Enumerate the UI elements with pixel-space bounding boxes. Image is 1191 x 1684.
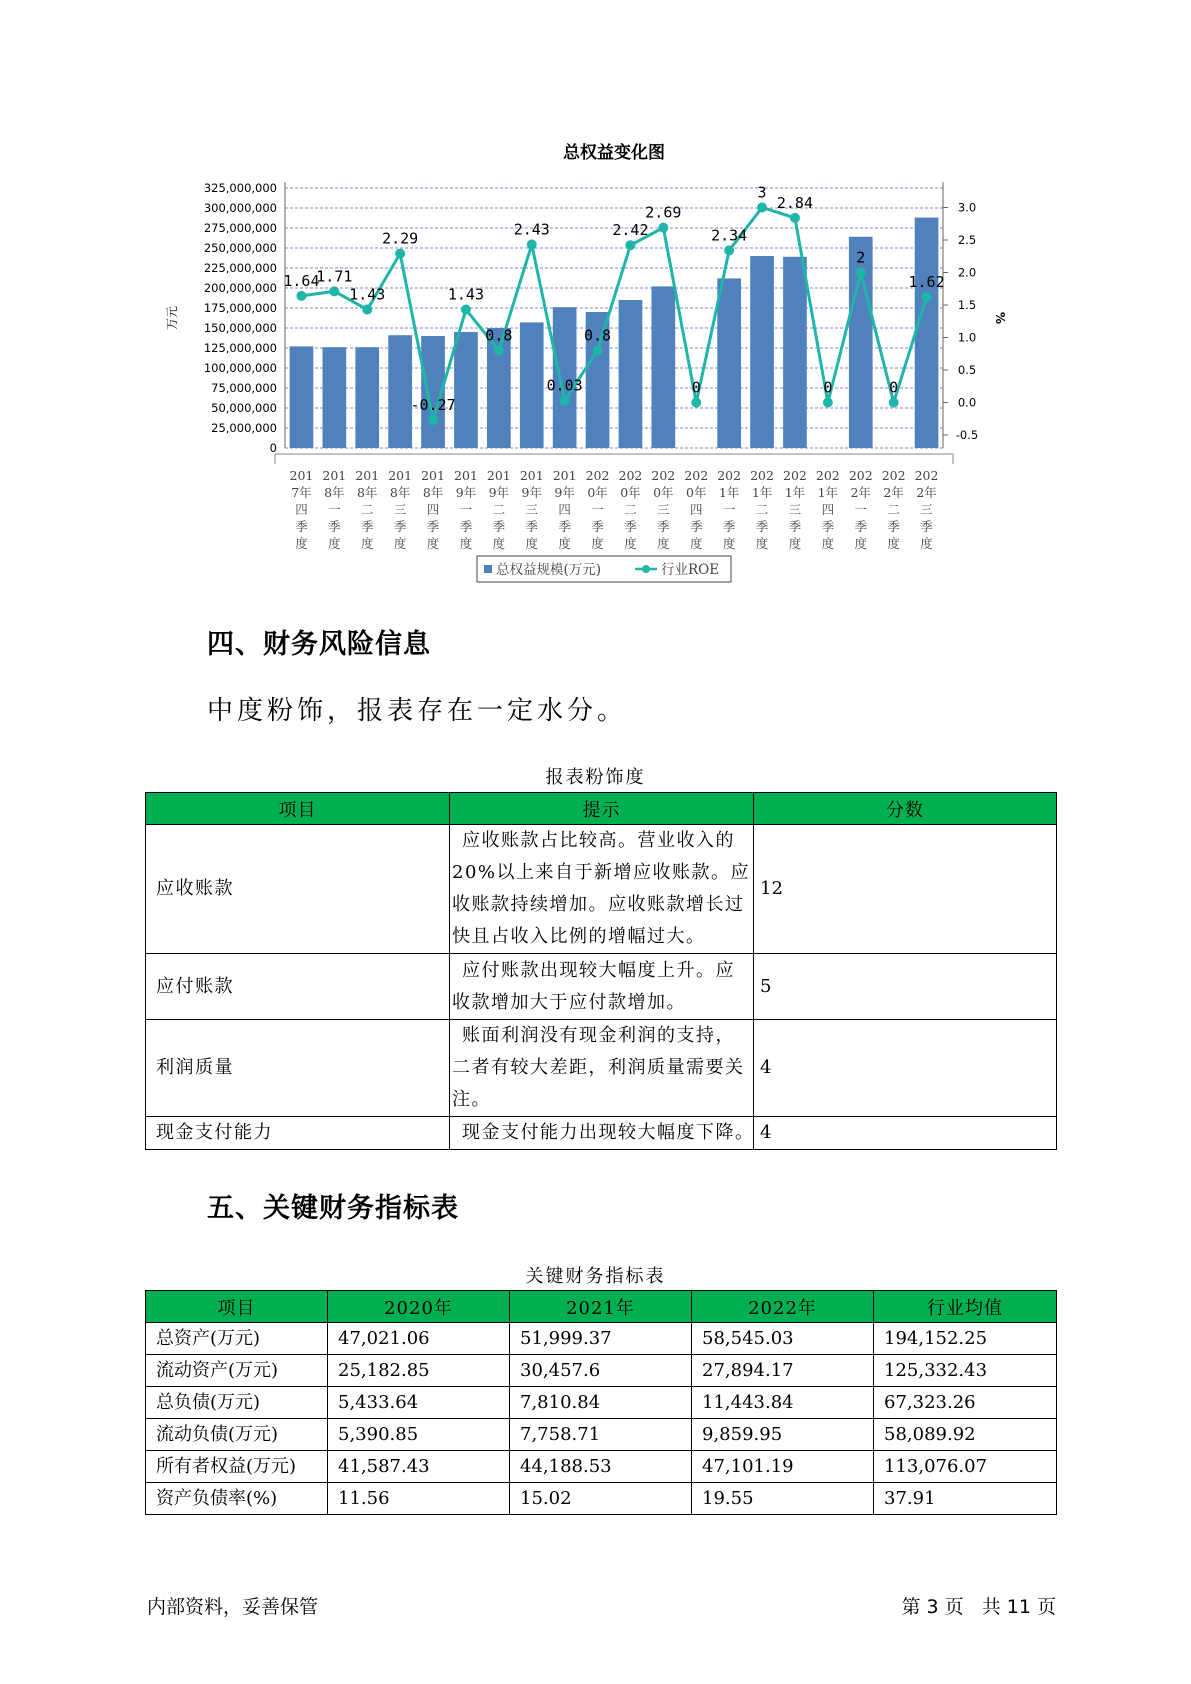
x-tick-label: 8年 — [389, 485, 411, 500]
y-axis-title: 万元 — [165, 305, 179, 331]
x-tick-label: 一 — [591, 502, 604, 517]
row-2022: 47,101.19 — [692, 1451, 874, 1483]
y-tick-label: 100,000,000 — [203, 361, 277, 375]
roe-data-label: 2.84 — [776, 193, 814, 212]
roe-point — [296, 291, 306, 301]
roe-data-label: 2.69 — [645, 203, 682, 222]
x-tick-label: 202 — [848, 468, 873, 483]
y-tick-label: 50,000,000 — [211, 401, 277, 415]
roe-data-label: 0.8 — [485, 326, 513, 345]
bar — [717, 278, 741, 448]
y-tick-label: 150,000,000 — [203, 321, 277, 335]
row-tip: 现金支付能力出现较大幅度下降。 — [450, 1117, 754, 1150]
x-tick-label: 三 — [525, 502, 539, 517]
x-tick-label: 9年 — [455, 485, 477, 500]
table-row — [146, 1387, 1057, 1419]
roe-data-label: -0.27 — [410, 396, 456, 415]
x-tick-label: 202 — [881, 468, 906, 483]
x-tick-label: 7年 — [291, 485, 312, 500]
roe-data-label: 0.8 — [584, 326, 612, 345]
x-tick-label: 度 — [591, 536, 604, 551]
row-score: 4 — [754, 1020, 1057, 1117]
x-tick-label: 2年 — [883, 485, 904, 500]
roe-data-label: 1.62 — [908, 273, 945, 292]
risk-table — [145, 792, 1057, 1150]
roe-data-label: 1.43 — [447, 285, 485, 304]
x-tick-label: 202 — [750, 468, 774, 483]
x-tick-label: 202 — [717, 468, 742, 483]
row-industry-avg: 194,152.25 — [874, 1323, 1057, 1355]
y2-tick-label: 3.0 — [957, 200, 977, 215]
row-industry-avg: 125,332.43 — [874, 1355, 1057, 1387]
roe-point — [560, 396, 570, 406]
row-item: 应付账款 — [146, 954, 450, 1020]
row-industry-avg: 37.91 — [874, 1483, 1057, 1515]
row-2022: 58,545.03 — [692, 1323, 874, 1355]
roe-data-label: 2 — [856, 248, 866, 267]
x-tick-label: 季 — [492, 519, 506, 534]
table-header-row — [146, 793, 1057, 825]
x-tick-label: 201 — [486, 468, 511, 483]
row-score: 4 — [754, 1117, 1057, 1150]
roe-data-label: 0 — [691, 378, 701, 397]
x-tick-label: 度 — [722, 536, 736, 551]
x-tick-label: 季 — [525, 519, 539, 534]
equity-change-chart — [160, 130, 1040, 600]
bar — [520, 322, 544, 448]
x-tick-label: 2年 — [850, 485, 871, 500]
x-tick-label: 四 — [821, 502, 835, 517]
row-2022: 9,859.95 — [692, 1419, 874, 1451]
risk-summary: 中度粉饰，报表存在一定水分。 — [207, 696, 628, 726]
roe-point — [691, 398, 701, 408]
row-2021: 30,457.6 — [510, 1355, 692, 1387]
y-tick-label: 200,000,000 — [203, 281, 277, 295]
x-tick-label: 1年 — [718, 485, 740, 500]
roe-point — [593, 346, 603, 356]
roe-data-label: 1.64 — [283, 271, 320, 290]
x-tick-label: 季 — [821, 519, 835, 534]
table-row — [146, 1117, 1057, 1150]
roe-data-label: 0.03 — [546, 376, 583, 395]
x-tick-label: 202 — [585, 468, 610, 483]
y-tick-label: 300,000,000 — [203, 201, 277, 215]
roe-data-label: 0 — [889, 378, 899, 397]
row-2021: 15.02 — [510, 1483, 692, 1515]
x-tick-label: 二 — [755, 502, 769, 517]
x-tick-label: 度 — [755, 536, 769, 551]
x-tick-label: 季 — [887, 519, 900, 534]
x-tick-label: 202 — [783, 468, 807, 483]
roe-data-label: 2.42 — [612, 221, 649, 240]
row-item: 总资产(万元) — [146, 1323, 328, 1355]
x-tick-label: 季 — [920, 519, 933, 534]
row-item: 资产负债率(%) — [146, 1483, 328, 1515]
table-row — [146, 954, 1057, 1020]
roe-data-label: 2.29 — [382, 229, 419, 248]
row-score: 5 — [754, 954, 1057, 1020]
x-tick-label: 季 — [689, 519, 703, 534]
bar — [355, 347, 379, 448]
x-tick-label: 202 — [618, 468, 643, 483]
bar — [750, 256, 774, 448]
roe-point — [461, 305, 471, 315]
header-item: 项目 — [146, 793, 450, 825]
roe-point — [757, 203, 767, 213]
roe-point — [428, 415, 438, 425]
roe-point — [329, 286, 339, 296]
row-2021: 51,999.37 — [510, 1323, 692, 1355]
row-item: 利润质量 — [146, 1020, 450, 1117]
x-tick-label: 度 — [525, 536, 539, 551]
y2-tick-label: -0.5 — [955, 428, 979, 442]
roe-data-label: 2.43 — [513, 220, 550, 239]
x-tick-label: 度 — [393, 536, 407, 551]
table-row — [146, 1355, 1057, 1387]
x-tick-label: 202 — [914, 468, 939, 483]
x-tick-label: 二 — [492, 502, 506, 517]
x-tick-label: 8年 — [422, 485, 444, 500]
x-tick-label: 度 — [920, 536, 933, 551]
table-row — [146, 825, 1057, 954]
x-tick-label: 9年 — [521, 485, 542, 500]
roe-point — [856, 268, 866, 278]
roe-data-label: 1.43 — [349, 285, 386, 304]
row-2020: 25,182.85 — [328, 1355, 510, 1387]
bar — [783, 257, 807, 448]
table-row — [146, 1323, 1057, 1355]
kpi-table-caption: 关键财务指标表 — [525, 1266, 666, 1287]
row-item: 应收账款 — [146, 825, 450, 954]
x-tick-label: 度 — [360, 536, 374, 551]
roe-point — [790, 213, 800, 223]
row-tip: 账面利润没有现金利润的支持，二者有较大差距，利润质量需要关注。 — [450, 1020, 754, 1117]
legend-swatch-bar — [484, 565, 492, 573]
roe-data-label: 0 — [823, 378, 833, 397]
bar — [454, 332, 478, 448]
roe-point — [395, 249, 405, 259]
roe-point — [494, 346, 504, 356]
x-tick-label: 一 — [854, 502, 868, 517]
x-tick-label: 季 — [722, 519, 736, 534]
roe-point — [823, 398, 833, 408]
x-tick-label: 0年 — [620, 485, 641, 500]
header-tip: 提示 — [450, 793, 754, 825]
x-tick-label: 度 — [492, 536, 506, 551]
x-tick-label: 一 — [459, 502, 473, 517]
chart-title: 总权益变化图 — [563, 143, 665, 163]
row-2020: 5,390.85 — [328, 1419, 510, 1451]
x-tick-label: 季 — [295, 519, 308, 534]
row-item: 现金支付能力 — [146, 1117, 450, 1150]
x-tick-label: 季 — [624, 519, 637, 534]
table-row — [146, 1483, 1057, 1515]
row-2022: 19.55 — [692, 1483, 874, 1515]
section-title-key-indicators: 五、关键财务指标表 — [207, 1193, 459, 1224]
x-tick-label: 1年 — [817, 485, 839, 500]
roe-point — [527, 240, 537, 250]
x-tick-label: 度 — [624, 536, 637, 551]
y2-tick-label: 2.0 — [957, 265, 977, 280]
header-score: 分数 — [754, 793, 1057, 825]
x-tick-label: 201 — [388, 468, 413, 483]
x-tick-label: 9年 — [554, 485, 575, 500]
row-2020: 41,587.43 — [328, 1451, 510, 1483]
row-tip: 应收账款占比较高。营业收入的20%以上来自于新增应收账款。应收账款持续增加。应收账款增长过快且占收入比例的增幅过大。 — [450, 825, 754, 954]
risk-table-caption: 报表粉饰度 — [545, 767, 646, 788]
roe-data-label: 3 — [757, 183, 767, 202]
header-2020: 2020年 — [328, 1291, 510, 1323]
x-tick-label: 度 — [558, 536, 571, 551]
bar — [915, 218, 939, 448]
bar — [619, 300, 643, 448]
row-2020: 11.56 — [328, 1483, 510, 1515]
bar — [388, 335, 412, 448]
row-2020: 47,021.06 — [328, 1323, 510, 1355]
row-2021: 7,758.71 — [510, 1419, 692, 1451]
table-row — [146, 1451, 1057, 1483]
roe-point — [889, 398, 899, 408]
row-item: 流动负债(万元) — [146, 1419, 328, 1451]
x-tick-label: 二 — [360, 502, 374, 517]
x-tick-label: 四 — [558, 502, 571, 517]
kpi-table — [145, 1290, 1057, 1515]
table-row — [146, 1419, 1057, 1451]
row-2021: 7,810.84 — [510, 1387, 692, 1419]
header-2022: 2022年 — [692, 1291, 874, 1323]
x-tick-label: 季 — [558, 519, 571, 534]
row-2022: 27,894.17 — [692, 1355, 874, 1387]
row-2020: 5,433.64 — [328, 1387, 510, 1419]
legend-swatch-marker — [642, 565, 650, 573]
x-tick-label: 9年 — [488, 485, 510, 500]
x-tick-label: 1年 — [784, 485, 806, 500]
x-tick-label: 三 — [920, 502, 933, 517]
roe-point — [922, 292, 932, 302]
x-tick-label: 四 — [426, 502, 440, 517]
footer-page-number: 第 3 页 共 11 页 — [901, 1596, 1056, 1618]
x-tick-label: 度 — [887, 536, 900, 551]
x-tick-label: 度 — [426, 536, 440, 551]
x-tick-label: 8年 — [324, 485, 345, 500]
row-score: 12 — [754, 825, 1057, 954]
roe-point — [625, 240, 635, 250]
x-tick-label: 季 — [755, 519, 769, 534]
x-tick-label: 三 — [393, 502, 407, 517]
x-tick-label: 一 — [722, 502, 736, 517]
x-tick-label: 季 — [788, 519, 802, 534]
x-tick-label: 201 — [289, 468, 314, 483]
x-tick-label: 二 — [887, 502, 900, 517]
legend-label-bar: 总权益规模(万元) — [496, 562, 602, 578]
y-tick-label: 225,000,000 — [203, 261, 277, 275]
y2-tick-label: 1.0 — [957, 330, 977, 345]
row-item: 流动资产(万元) — [146, 1355, 328, 1387]
roe-data-label: 1.71 — [316, 267, 353, 286]
x-tick-label: 度 — [328, 536, 341, 551]
y-tick-label: 250,000,000 — [203, 241, 277, 255]
x-tick-label: 8年 — [357, 485, 378, 500]
roe-data-label: 2.34 — [711, 226, 748, 245]
y-tick-label: 175,000,000 — [203, 301, 277, 315]
y2-tick-label: 0.0 — [957, 395, 977, 410]
legend-label-line: 行业ROE — [661, 562, 720, 578]
x-tick-label: 四 — [689, 502, 703, 517]
table-header-row — [146, 1291, 1057, 1323]
x-tick-label: 四 — [295, 502, 308, 517]
x-tick-label: 季 — [328, 519, 341, 534]
x-tick-label: 度 — [821, 536, 835, 551]
x-tick-label: 2年 — [916, 485, 937, 500]
x-tick-label: 度 — [689, 536, 703, 551]
table-row — [146, 1020, 1057, 1117]
row-item: 总负债(万元) — [146, 1387, 328, 1419]
roe-point — [362, 305, 372, 315]
row-industry-avg: 67,323.26 — [874, 1387, 1057, 1419]
x-tick-label: 1年 — [751, 485, 773, 500]
x-tick-label: 三 — [788, 502, 802, 517]
x-tick-label: 季 — [360, 519, 374, 534]
x-tick-label: 度 — [295, 536, 308, 551]
x-tick-label: 0年 — [653, 485, 674, 500]
x-tick-label: 季 — [459, 519, 473, 534]
x-tick-label: 季 — [591, 519, 604, 534]
y-tick-label: 25,000,000 — [211, 421, 277, 435]
y-tick-label: 325,000,000 — [203, 181, 277, 195]
x-tick-label: 度 — [854, 536, 868, 551]
y-tick-label: 275,000,000 — [203, 221, 277, 235]
row-industry-avg: 113,076.07 — [874, 1451, 1057, 1483]
row-2021: 44,188.53 — [510, 1451, 692, 1483]
row-item: 所有者权益(万元) — [146, 1451, 328, 1483]
y-tick-label: 0 — [269, 441, 277, 455]
y-tick-label: 75,000,000 — [211, 381, 277, 395]
x-tick-label: 201 — [355, 468, 380, 483]
y2-axis-title: % — [993, 311, 1007, 325]
x-tick-label: 季 — [657, 519, 670, 534]
bar — [652, 286, 676, 448]
header-industry-avg: 行业均值 — [874, 1291, 1057, 1323]
x-tick-label: 202 — [815, 468, 840, 483]
x-tick-label: 二 — [624, 502, 637, 517]
x-tick-label: 度 — [459, 536, 473, 551]
x-tick-label: 201 — [552, 468, 577, 483]
x-tick-label: 202 — [684, 468, 709, 483]
x-tick-label: 季 — [426, 519, 440, 534]
footer-confidential-note: 内部资料，妥善保管 — [147, 1596, 319, 1618]
x-tick-label: 201 — [421, 468, 445, 483]
row-tip: 应付账款出现较大幅度上升。应收款增加大于应付款增加。 — [450, 954, 754, 1020]
x-tick-label: 季 — [854, 519, 868, 534]
roe-point — [658, 223, 668, 233]
x-tick-label: 一 — [328, 502, 341, 517]
row-2022: 11,443.84 — [692, 1387, 874, 1419]
x-tick-label: 0年 — [587, 485, 608, 500]
x-tick-label: 0年 — [686, 485, 707, 500]
x-tick-label: 201 — [519, 468, 544, 483]
x-tick-label: 度 — [788, 536, 802, 551]
bar — [290, 346, 314, 448]
y2-tick-label: 1.5 — [957, 298, 977, 312]
y-tick-label: 125,000,000 — [203, 341, 277, 355]
bar — [323, 347, 347, 448]
y2-tick-label: 2.5 — [957, 233, 977, 247]
header-item: 项目 — [146, 1291, 328, 1323]
x-tick-label: 度 — [657, 536, 670, 551]
x-tick-label: 季 — [393, 519, 407, 534]
y2-tick-label: 0.5 — [957, 363, 977, 377]
roe-point — [724, 245, 734, 255]
row-industry-avg: 58,089.92 — [874, 1419, 1057, 1451]
header-2021: 2021年 — [510, 1291, 692, 1323]
x-tick-label: 三 — [657, 502, 670, 517]
x-tick-label: 201 — [454, 468, 478, 483]
x-tick-label: 202 — [651, 468, 676, 483]
x-tick-label: 201 — [322, 468, 347, 483]
section-title-financial-risk: 四、财务风险信息 — [207, 629, 431, 660]
